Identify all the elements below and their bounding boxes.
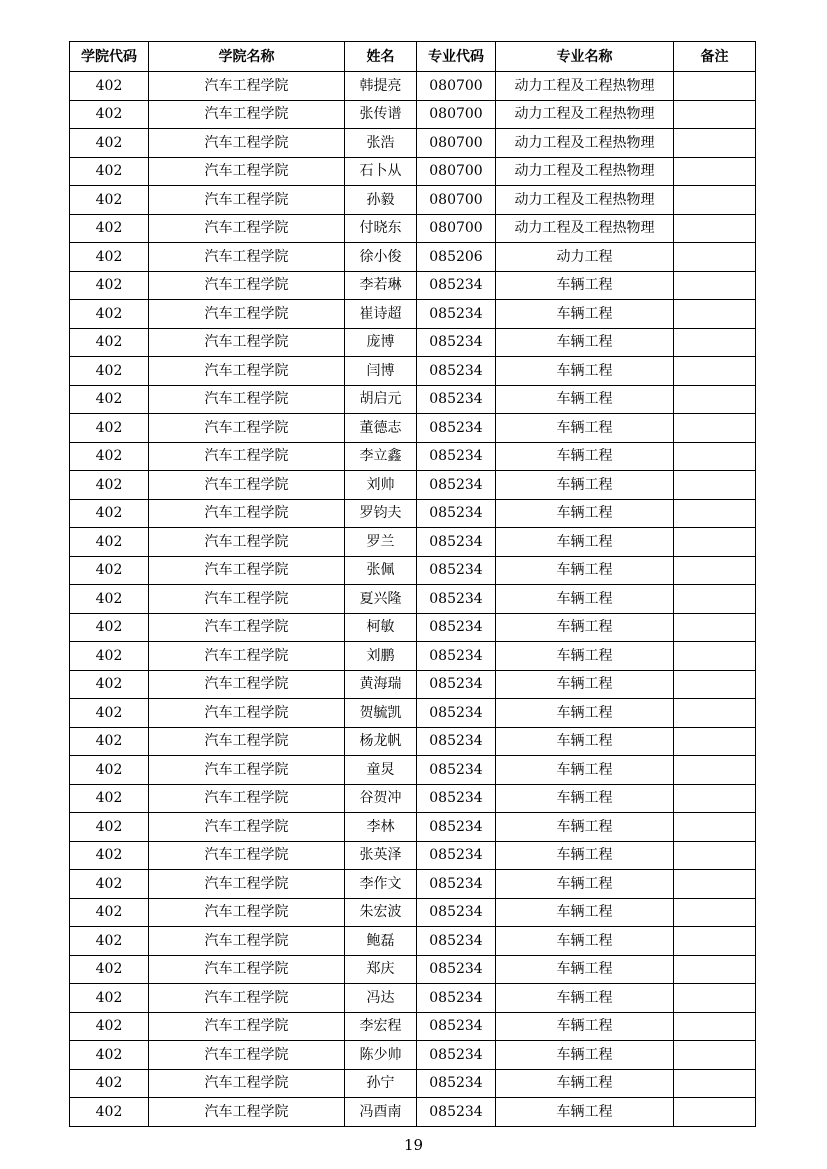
- college-name-cell: 汽车工程学院: [149, 699, 345, 728]
- remarks-cell: [674, 328, 756, 357]
- page-number: 19: [403, 1136, 424, 1154]
- college-name-cell: 汽车工程学院: [149, 1069, 345, 1098]
- student-name-cell: 罗钧夫: [345, 499, 417, 528]
- table-row: [70, 300, 756, 329]
- table-row: [70, 186, 756, 215]
- college-code-cell: 402: [70, 328, 149, 357]
- table-row: [70, 756, 756, 785]
- college-name-cell: 汽车工程学院: [149, 984, 345, 1013]
- major-code-cell: 085234: [417, 1069, 496, 1098]
- major-name-cell: 车辆工程: [496, 1012, 674, 1041]
- major-name-cell: 车辆工程: [496, 556, 674, 585]
- major-name-cell: 车辆工程: [496, 414, 674, 443]
- major-name-cell: 车辆工程: [496, 984, 674, 1013]
- major-name-cell: 车辆工程: [496, 300, 674, 329]
- table-row: [70, 414, 756, 443]
- college-code-cell: 402: [70, 927, 149, 956]
- table-row: [70, 214, 756, 243]
- major-code-cell: 085234: [417, 499, 496, 528]
- college-code-cell: 402: [70, 414, 149, 443]
- major-name-cell: 动力工程及工程热物理: [496, 214, 674, 243]
- major-code-cell: 085234: [417, 271, 496, 300]
- remarks-cell: [674, 471, 756, 500]
- college-code-cell: 402: [70, 613, 149, 642]
- student-name-cell: 庞博: [345, 328, 417, 357]
- college-code-cell: 402: [70, 1069, 149, 1098]
- remarks-cell: [674, 841, 756, 870]
- student-name-cell: 孙宁: [345, 1069, 417, 1098]
- student-name-cell: 柯敏: [345, 613, 417, 642]
- student-name-cell: 李宏程: [345, 1012, 417, 1041]
- college-name-cell: 汽车工程学院: [149, 955, 345, 984]
- major-name-cell: 车辆工程: [496, 898, 674, 927]
- table-row: [70, 243, 756, 272]
- college-name-cell: 汽车工程学院: [149, 613, 345, 642]
- table-row: [70, 898, 756, 927]
- college-code-cell: 402: [70, 129, 149, 158]
- college-name-cell: 汽车工程学院: [149, 841, 345, 870]
- table-row: [70, 471, 756, 500]
- table-row: [70, 129, 756, 158]
- student-name-cell: 冯酉南: [345, 1098, 417, 1127]
- major-code-cell: 080700: [417, 214, 496, 243]
- remarks-cell: [674, 813, 756, 842]
- college-name-cell: 汽车工程学院: [149, 471, 345, 500]
- remarks-cell: [674, 129, 756, 158]
- remarks-cell: [674, 955, 756, 984]
- student-name-cell: 崔诗超: [345, 300, 417, 329]
- table-row: [70, 1098, 756, 1127]
- major-code-cell: 085234: [417, 471, 496, 500]
- major-code-cell: 085234: [417, 898, 496, 927]
- college-code-cell: 402: [70, 442, 149, 471]
- major-code-cell: 085234: [417, 870, 496, 899]
- major-code-cell: 080700: [417, 129, 496, 158]
- table-row: [70, 1069, 756, 1098]
- college-name-cell: 汽车工程学院: [149, 129, 345, 158]
- college-name-cell: 汽车工程学院: [149, 556, 345, 585]
- college-name-cell: 汽车工程学院: [149, 927, 345, 956]
- college-code-cell: 402: [70, 214, 149, 243]
- remarks-cell: [674, 670, 756, 699]
- remarks-cell: [674, 927, 756, 956]
- college-code-cell: 402: [70, 670, 149, 699]
- college-name-cell: 汽车工程学院: [149, 1041, 345, 1070]
- college-name-cell: 汽车工程学院: [149, 300, 345, 329]
- college-code-cell: 402: [70, 813, 149, 842]
- college-code-cell: 402: [70, 984, 149, 1013]
- remarks-cell: [674, 528, 756, 557]
- remarks-cell: [674, 186, 756, 215]
- major-name-cell: 车辆工程: [496, 1041, 674, 1070]
- college-name-cell: 汽车工程学院: [149, 186, 345, 215]
- major-code-cell: 085234: [417, 841, 496, 870]
- college-code-cell: 402: [70, 72, 149, 101]
- major-code-cell: 085234: [417, 300, 496, 329]
- college-name-cell: 汽车工程学院: [149, 870, 345, 899]
- major-code-cell: 080700: [417, 100, 496, 129]
- table-row: [70, 613, 756, 642]
- table-row: [70, 841, 756, 870]
- major-code-cell: 085234: [417, 613, 496, 642]
- college-code-cell: 402: [70, 157, 149, 186]
- remarks-cell: [674, 727, 756, 756]
- college-code-cell: 402: [70, 756, 149, 785]
- table-row: [70, 727, 756, 756]
- remarks-cell: [674, 300, 756, 329]
- student-name-cell: 黄海瑞: [345, 670, 417, 699]
- major-name-cell: 动力工程: [496, 243, 674, 272]
- major-name-cell: 车辆工程: [496, 613, 674, 642]
- major-name-cell: 车辆工程: [496, 699, 674, 728]
- college-name-cell: 汽车工程学院: [149, 1098, 345, 1127]
- college-name-cell: 汽车工程学院: [149, 784, 345, 813]
- college-name-cell: 汽车工程学院: [149, 243, 345, 272]
- college-code-cell: 402: [70, 243, 149, 272]
- major-name-cell: 动力工程及工程热物理: [496, 100, 674, 129]
- remarks-cell: [674, 1098, 756, 1127]
- major-name-cell: 车辆工程: [496, 385, 674, 414]
- college-name-cell: 汽车工程学院: [149, 357, 345, 386]
- student-name-cell: 郑庆: [345, 955, 417, 984]
- table-body: [70, 72, 756, 1127]
- student-name-cell: 胡启元: [345, 385, 417, 414]
- college-name-cell: 汽车工程学院: [149, 72, 345, 101]
- student-name-cell: 杨龙帆: [345, 727, 417, 756]
- student-name-cell: 鲍磊: [345, 927, 417, 956]
- college-name-cell: 汽车工程学院: [149, 271, 345, 300]
- college-code-cell: 402: [70, 642, 149, 671]
- major-name-cell: 车辆工程: [496, 357, 674, 386]
- major-name-cell: 车辆工程: [496, 642, 674, 671]
- roster-table: [69, 41, 756, 1127]
- remarks-cell: [674, 157, 756, 186]
- college-name-cell: 汽车工程学院: [149, 670, 345, 699]
- remarks-cell: [674, 1069, 756, 1098]
- table-row: [70, 357, 756, 386]
- student-name-cell: 徐小俊: [345, 243, 417, 272]
- table-header: [70, 42, 756, 72]
- major-code-cell: 085234: [417, 756, 496, 785]
- college-code-cell: 402: [70, 955, 149, 984]
- major-code-cell: 085234: [417, 1098, 496, 1127]
- major-name-cell: 车辆工程: [496, 670, 674, 699]
- student-name-cell: 张英泽: [345, 841, 417, 870]
- remarks-cell: [674, 699, 756, 728]
- student-name-cell: 付晓东: [345, 214, 417, 243]
- remarks-cell: [674, 556, 756, 585]
- header-college-name: 学院名称: [149, 42, 345, 72]
- major-code-cell: 080700: [417, 157, 496, 186]
- college-code-cell: 402: [70, 870, 149, 899]
- header-remarks: 备注: [674, 42, 756, 72]
- student-name-cell: 韩提亮: [345, 72, 417, 101]
- major-code-cell: 080700: [417, 186, 496, 215]
- college-code-cell: 402: [70, 784, 149, 813]
- major-name-cell: 车辆工程: [496, 955, 674, 984]
- student-name-cell: 闫博: [345, 357, 417, 386]
- college-code-cell: 402: [70, 1041, 149, 1070]
- college-name-cell: 汽车工程学院: [149, 727, 345, 756]
- college-code-cell: 402: [70, 100, 149, 129]
- header-row: [70, 42, 756, 72]
- remarks-cell: [674, 870, 756, 899]
- major-code-cell: 085234: [417, 442, 496, 471]
- college-code-cell: 402: [70, 556, 149, 585]
- header-major-code: 专业代码: [417, 42, 496, 72]
- major-name-cell: 车辆工程: [496, 841, 674, 870]
- major-code-cell: 085234: [417, 1041, 496, 1070]
- college-name-cell: 汽车工程学院: [149, 214, 345, 243]
- remarks-cell: [674, 984, 756, 1013]
- major-code-cell: 080700: [417, 72, 496, 101]
- college-code-cell: 402: [70, 898, 149, 927]
- college-code-cell: 402: [70, 357, 149, 386]
- table-row: [70, 271, 756, 300]
- remarks-cell: [674, 100, 756, 129]
- major-code-cell: 085234: [417, 357, 496, 386]
- table-row: [70, 328, 756, 357]
- college-name-cell: 汽车工程学院: [149, 100, 345, 129]
- student-name-cell: 李作文: [345, 870, 417, 899]
- college-name-cell: 汽车工程学院: [149, 157, 345, 186]
- college-code-cell: 402: [70, 300, 149, 329]
- remarks-cell: [674, 271, 756, 300]
- major-code-cell: 085234: [417, 642, 496, 671]
- table-row: [70, 528, 756, 557]
- major-name-cell: 车辆工程: [496, 442, 674, 471]
- major-code-cell: 085234: [417, 414, 496, 443]
- remarks-cell: [674, 585, 756, 614]
- table-row: [70, 442, 756, 471]
- major-name-cell: 车辆工程: [496, 1098, 674, 1127]
- major-code-cell: 085234: [417, 984, 496, 1013]
- college-name-cell: 汽车工程学院: [149, 756, 345, 785]
- table-row: [70, 556, 756, 585]
- table-row: [70, 955, 756, 984]
- major-name-cell: 车辆工程: [496, 756, 674, 785]
- table-row: [70, 72, 756, 101]
- college-name-cell: 汽车工程学院: [149, 442, 345, 471]
- major-code-cell: 085234: [417, 727, 496, 756]
- major-name-cell: 车辆工程: [496, 927, 674, 956]
- college-name-cell: 汽车工程学院: [149, 585, 345, 614]
- major-code-cell: 085234: [417, 927, 496, 956]
- college-code-cell: 402: [70, 841, 149, 870]
- major-name-cell: 车辆工程: [496, 727, 674, 756]
- major-code-cell: 085234: [417, 1012, 496, 1041]
- remarks-cell: [674, 756, 756, 785]
- table-row: [70, 1012, 756, 1041]
- remarks-cell: [674, 613, 756, 642]
- major-name-cell: 车辆工程: [496, 813, 674, 842]
- college-code-cell: 402: [70, 727, 149, 756]
- student-name-cell: 刘帅: [345, 471, 417, 500]
- remarks-cell: [674, 642, 756, 671]
- student-name-cell: 李立鑫: [345, 442, 417, 471]
- table-row: [70, 499, 756, 528]
- college-name-cell: 汽车工程学院: [149, 813, 345, 842]
- student-name-cell: 冯达: [345, 984, 417, 1013]
- college-code-cell: 402: [70, 1012, 149, 1041]
- remarks-cell: [674, 898, 756, 927]
- student-name-cell: 童炅: [345, 756, 417, 785]
- college-name-cell: 汽车工程学院: [149, 642, 345, 671]
- header-major-name: 专业名称: [496, 42, 674, 72]
- student-name-cell: 谷贺冲: [345, 784, 417, 813]
- major-code-cell: 085234: [417, 528, 496, 557]
- remarks-cell: [674, 243, 756, 272]
- major-name-cell: 车辆工程: [496, 1069, 674, 1098]
- major-name-cell: 车辆工程: [496, 328, 674, 357]
- college-code-cell: 402: [70, 471, 149, 500]
- student-name-cell: 张佩: [345, 556, 417, 585]
- major-name-cell: 车辆工程: [496, 528, 674, 557]
- table-row: [70, 385, 756, 414]
- remarks-cell: [674, 214, 756, 243]
- major-code-cell: 085206: [417, 243, 496, 272]
- table-row: [70, 1041, 756, 1070]
- student-name-cell: 刘鹏: [345, 642, 417, 671]
- roster-sheet: [69, 41, 755, 1127]
- major-name-cell: 车辆工程: [496, 585, 674, 614]
- college-code-cell: 402: [70, 699, 149, 728]
- remarks-cell: [674, 357, 756, 386]
- major-name-cell: 动力工程及工程热物理: [496, 72, 674, 101]
- major-code-cell: 085234: [417, 670, 496, 699]
- remarks-cell: [674, 442, 756, 471]
- college-name-cell: 汽车工程学院: [149, 385, 345, 414]
- college-name-cell: 汽车工程学院: [149, 328, 345, 357]
- table-row: [70, 927, 756, 956]
- table-row: [70, 699, 756, 728]
- student-name-cell: 罗兰: [345, 528, 417, 557]
- table-row: [70, 984, 756, 1013]
- college-code-cell: 402: [70, 499, 149, 528]
- header-student-name: 姓名: [345, 42, 417, 72]
- major-code-cell: 085234: [417, 556, 496, 585]
- college-code-cell: 402: [70, 385, 149, 414]
- student-name-cell: 陈少帅: [345, 1041, 417, 1070]
- major-code-cell: 085234: [417, 585, 496, 614]
- college-name-cell: 汽车工程学院: [149, 414, 345, 443]
- student-name-cell: 孙毅: [345, 186, 417, 215]
- table-row: [70, 642, 756, 671]
- college-name-cell: 汽车工程学院: [149, 1012, 345, 1041]
- table-row: [70, 585, 756, 614]
- college-name-cell: 汽车工程学院: [149, 528, 345, 557]
- college-code-cell: 402: [70, 186, 149, 215]
- student-name-cell: 李若琳: [345, 271, 417, 300]
- major-code-cell: 085234: [417, 385, 496, 414]
- college-code-cell: 402: [70, 271, 149, 300]
- remarks-cell: [674, 385, 756, 414]
- major-name-cell: 动力工程及工程热物理: [496, 157, 674, 186]
- remarks-cell: [674, 1041, 756, 1070]
- student-name-cell: 石卜从: [345, 157, 417, 186]
- major-name-cell: 车辆工程: [496, 271, 674, 300]
- college-name-cell: 汽车工程学院: [149, 898, 345, 927]
- college-code-cell: 402: [70, 1098, 149, 1127]
- table-row: [70, 100, 756, 129]
- remarks-cell: [674, 72, 756, 101]
- student-name-cell: 贺毓凯: [345, 699, 417, 728]
- major-name-cell: 车辆工程: [496, 471, 674, 500]
- student-name-cell: 董德志: [345, 414, 417, 443]
- remarks-cell: [674, 1012, 756, 1041]
- major-name-cell: 车辆工程: [496, 499, 674, 528]
- table-row: [70, 784, 756, 813]
- major-name-cell: 动力工程及工程热物理: [496, 129, 674, 158]
- major-code-cell: 085234: [417, 813, 496, 842]
- student-name-cell: 朱宏波: [345, 898, 417, 927]
- major-name-cell: 车辆工程: [496, 784, 674, 813]
- major-code-cell: 085234: [417, 699, 496, 728]
- student-name-cell: 张传谱: [345, 100, 417, 129]
- table-row: [70, 813, 756, 842]
- student-name-cell: 夏兴隆: [345, 585, 417, 614]
- major-code-cell: 085234: [417, 328, 496, 357]
- table-row: [70, 157, 756, 186]
- header-college-code: 学院代码: [70, 42, 149, 72]
- college-code-cell: 402: [70, 528, 149, 557]
- student-name-cell: 张浩: [345, 129, 417, 158]
- remarks-cell: [674, 784, 756, 813]
- major-name-cell: 车辆工程: [496, 870, 674, 899]
- major-code-cell: 085234: [417, 784, 496, 813]
- remarks-cell: [674, 414, 756, 443]
- table-row: [70, 670, 756, 699]
- major-code-cell: 085234: [417, 955, 496, 984]
- college-name-cell: 汽车工程学院: [149, 499, 345, 528]
- college-code-cell: 402: [70, 585, 149, 614]
- table-row: [70, 870, 756, 899]
- remarks-cell: [674, 499, 756, 528]
- major-name-cell: 动力工程及工程热物理: [496, 186, 674, 215]
- student-name-cell: 李林: [345, 813, 417, 842]
